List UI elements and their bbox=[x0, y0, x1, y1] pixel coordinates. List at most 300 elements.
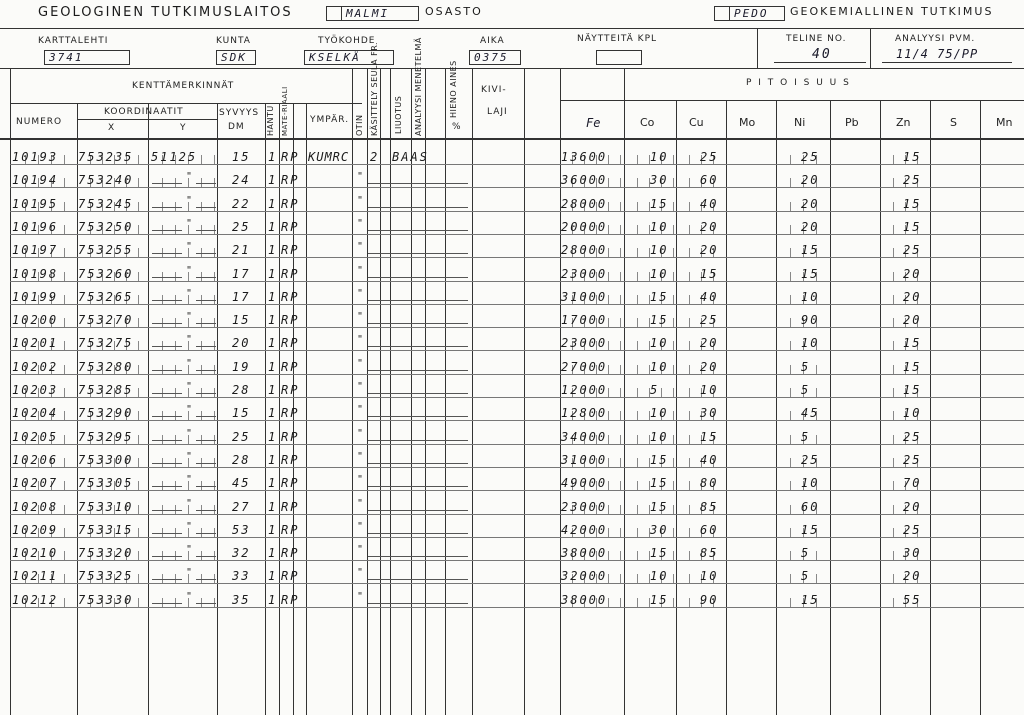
hantu-cell: 1 bbox=[268, 522, 278, 537]
syvyys-cell: 28 bbox=[232, 452, 251, 467]
materiaali-cell: RP bbox=[281, 219, 300, 234]
co-cell: 15 bbox=[650, 196, 669, 211]
grid-column-line bbox=[930, 100, 931, 715]
kenttamerkinnat-label: KENTTÄMERKINNÄT bbox=[132, 81, 235, 91]
cu-cell: 60 bbox=[700, 522, 719, 537]
numero-cell: 10205 bbox=[12, 429, 59, 444]
x-coord-cell: 753290 bbox=[78, 406, 134, 421]
cu-cell: 30 bbox=[700, 406, 719, 421]
hantu-cell: 1 bbox=[268, 476, 278, 491]
hantu-cell: 1 bbox=[268, 219, 278, 234]
syvyys-cell: 15 bbox=[232, 313, 251, 328]
ympar-cell: " bbox=[357, 334, 364, 346]
grid-column-line bbox=[472, 68, 473, 715]
zn-cell: 15 bbox=[903, 196, 922, 211]
cu-cell: 40 bbox=[700, 289, 719, 304]
ni-cell: 15 bbox=[801, 522, 820, 537]
co-cell: 15 bbox=[650, 499, 669, 514]
analyysi-value: 11/4 75/PP bbox=[896, 47, 979, 61]
ni-cell: 15 bbox=[801, 266, 820, 281]
y-coord-cell: " bbox=[186, 450, 193, 462]
materiaali-cell: RP bbox=[281, 383, 300, 397]
fe-cell: 23000 bbox=[561, 266, 608, 281]
cu-cell: 20 bbox=[700, 336, 719, 351]
zn-cell: 55 bbox=[903, 592, 922, 607]
numero-cell: 10199 bbox=[12, 289, 59, 304]
ped-box bbox=[729, 6, 785, 21]
x-coord-cell: 753310 bbox=[78, 499, 134, 514]
grid-column-line bbox=[676, 100, 677, 715]
ympar-cell: " bbox=[357, 474, 364, 486]
hantu-cell: 1 bbox=[268, 196, 278, 211]
analyysi-menetelma-header: ANALYYSI MENETELMÄ bbox=[414, 37, 423, 136]
co-cell: 15 bbox=[650, 289, 669, 304]
fe-cell: 17000 bbox=[561, 313, 608, 328]
cu-cell: 85 bbox=[700, 499, 719, 514]
y-coord-cell: " bbox=[186, 334, 193, 346]
ympar-cell: " bbox=[357, 311, 364, 323]
ympar-header: YMPÄR. bbox=[310, 115, 350, 125]
aika-box bbox=[469, 50, 521, 65]
karttalehti-box bbox=[44, 50, 130, 65]
co-cell: 10 bbox=[650, 243, 669, 258]
institute-title: GEOLOGINEN TUTKIMUSLAITOS bbox=[38, 5, 293, 20]
otin-header: OTIN bbox=[355, 114, 364, 136]
x-coord-cell: 753245 bbox=[78, 196, 134, 211]
grid-column-line bbox=[425, 68, 426, 715]
percent-header: % bbox=[452, 122, 462, 132]
y-coord-cell: 51125 bbox=[151, 150, 198, 164]
zn-cell: 20 bbox=[903, 289, 922, 304]
fe-cell: 23000 bbox=[561, 336, 608, 351]
hantu-cell: 1 bbox=[268, 173, 278, 188]
kasittely-header: KÄSITTELY SEULA FR. bbox=[370, 41, 379, 136]
ni-cell: 20 bbox=[801, 173, 820, 188]
analyysi-label: ANALYYSI PVM. bbox=[895, 34, 976, 44]
syvyys-cell: 15 bbox=[232, 406, 251, 421]
grid-column-line bbox=[390, 68, 391, 715]
syvyys-cell: 15 bbox=[232, 150, 251, 164]
hantu-cell: 1 bbox=[268, 313, 278, 328]
zn-cell: 15 bbox=[903, 336, 922, 351]
hantu-header: HANTU bbox=[266, 105, 275, 136]
y-coord-cell: " bbox=[186, 427, 193, 439]
x-coord-cell: 753270 bbox=[78, 313, 134, 328]
ympar-cell: " bbox=[357, 404, 364, 416]
numero-cell: 10202 bbox=[12, 359, 59, 374]
ympar-cell: " bbox=[357, 357, 364, 369]
co-cell: 15 bbox=[650, 313, 669, 328]
zn-cell: 15 bbox=[903, 219, 922, 234]
dept-suffix: OSASTO bbox=[425, 5, 483, 18]
hantu-cell: 1 bbox=[268, 592, 278, 607]
syvyys-cell: 45 bbox=[232, 476, 251, 491]
numero-cell: 10211 bbox=[12, 569, 59, 584]
materiaali-cell: RP bbox=[281, 452, 300, 467]
fe-cell: 32000 bbox=[561, 569, 608, 584]
hantu-cell: 1 bbox=[268, 266, 278, 281]
numero-cell: 10197 bbox=[12, 243, 59, 258]
ympar-cell: " bbox=[357, 264, 364, 276]
co-cell: 15 bbox=[650, 476, 669, 491]
zn-cell: 25 bbox=[903, 173, 922, 188]
ympar-cell: " bbox=[357, 590, 364, 602]
ni-cell: 5 bbox=[801, 429, 811, 444]
fe-cell: 49000 bbox=[561, 476, 608, 491]
y-coord-cell: " bbox=[186, 217, 193, 229]
zn-cell: 15 bbox=[903, 150, 922, 164]
kasittely-cell: BAAS bbox=[392, 150, 429, 164]
cu-cell: 25 bbox=[700, 313, 719, 328]
hantu-cell: 1 bbox=[268, 406, 278, 421]
fe-cell: 23000 bbox=[561, 499, 608, 514]
ni-cell: 25 bbox=[801, 452, 820, 467]
co-cell: 5 bbox=[650, 383, 660, 397]
tyokohde-value: KSELKÄ bbox=[309, 51, 361, 64]
cu-cell: 40 bbox=[700, 452, 719, 467]
syvyys-cell: 19 bbox=[232, 359, 251, 374]
grid-column-line bbox=[726, 100, 727, 715]
materiaali-cell: RP bbox=[281, 266, 300, 281]
numero-cell: 10195 bbox=[12, 196, 59, 211]
zn-cell: 10 bbox=[903, 406, 922, 421]
cu-cell: 20 bbox=[700, 219, 719, 234]
co-cell: 10 bbox=[650, 359, 669, 374]
ni-cell: 10 bbox=[801, 476, 820, 491]
co-cell: 10 bbox=[650, 569, 669, 584]
numero-cell: 10193 bbox=[12, 150, 59, 164]
y-coord-cell: " bbox=[186, 241, 193, 253]
hantu-cell: 1 bbox=[268, 243, 278, 258]
syvyys-cell: 27 bbox=[232, 499, 251, 514]
hantu-cell: 1 bbox=[268, 336, 278, 351]
x-coord-cell: 753315 bbox=[78, 522, 134, 537]
x-coord-cell: 753265 bbox=[78, 289, 134, 304]
numero-cell: 10206 bbox=[12, 452, 59, 467]
x-coord-cell: 753320 bbox=[78, 546, 134, 561]
grid-column-line bbox=[380, 68, 381, 715]
ni-cell: 5 bbox=[801, 359, 811, 374]
zn-cell: 15 bbox=[903, 359, 922, 374]
hantu-cell: 1 bbox=[268, 359, 278, 374]
co-cell: 10 bbox=[650, 266, 669, 281]
hantu-cell: 1 bbox=[268, 150, 278, 164]
syvyys-cell: 28 bbox=[232, 383, 251, 397]
grid-column-line bbox=[776, 100, 777, 715]
zn-cell: 30 bbox=[903, 546, 922, 561]
grid-column-line bbox=[624, 100, 625, 715]
materiaali-cell: RP bbox=[281, 150, 300, 164]
grid-column-line bbox=[352, 68, 353, 715]
x-coord-cell: 753255 bbox=[78, 243, 134, 258]
ni-cell: 5 bbox=[801, 569, 811, 584]
grid-column-line bbox=[10, 68, 11, 715]
numero-cell: 10203 bbox=[12, 383, 59, 397]
aika-label: AIKA bbox=[480, 36, 505, 46]
mo-header: Mo bbox=[739, 116, 756, 129]
materiaali-cell: RP bbox=[281, 429, 300, 444]
numero-cell: 10209 bbox=[12, 522, 59, 537]
naytteita-label: NÄYTTEITÄ KPL bbox=[577, 34, 658, 44]
pb-header: Pb bbox=[845, 116, 859, 129]
y-coord-cell: " bbox=[186, 194, 193, 206]
ympar-cell: KUMRC bbox=[308, 150, 350, 164]
grid-column-line bbox=[217, 103, 218, 715]
numero-cell: 10204 bbox=[12, 406, 59, 421]
zn-cell: 70 bbox=[903, 476, 922, 491]
x-coord-cell: 753330 bbox=[78, 592, 134, 607]
geochem-title: GEOKEMIALLINEN TUTKIMUS bbox=[790, 5, 994, 18]
materiaali-cell: RP bbox=[281, 592, 300, 607]
cu-cell: 40 bbox=[700, 196, 719, 211]
teline-value: 40 bbox=[812, 47, 832, 62]
otin-cell: 2 bbox=[370, 150, 380, 164]
fe-cell: 38000 bbox=[561, 546, 608, 561]
syvyys-cell: 33 bbox=[232, 569, 251, 584]
co-cell: 10 bbox=[650, 336, 669, 351]
cu-cell: 10 bbox=[700, 383, 719, 397]
kunta-value: SDK bbox=[221, 51, 247, 64]
fe-cell: 34000 bbox=[561, 429, 608, 444]
materiaali-cell: RP bbox=[281, 569, 300, 584]
materiaali-cell: RP bbox=[281, 336, 300, 351]
y-coord-cell: " bbox=[186, 171, 193, 183]
x-coord-cell: 753275 bbox=[78, 336, 134, 351]
materiaali-header: MATE-RIAALI bbox=[281, 86, 289, 136]
cu-cell: 85 bbox=[700, 546, 719, 561]
syvyys-cell: 20 bbox=[232, 336, 251, 351]
numero-cell: 10194 bbox=[12, 173, 59, 188]
syvyys-cell: 25 bbox=[232, 219, 251, 234]
dept-box bbox=[341, 6, 419, 21]
co-cell: 10 bbox=[650, 429, 669, 444]
ni-cell: 90 bbox=[801, 313, 820, 328]
dept-box-value: MALMI bbox=[346, 7, 390, 20]
cu-cell: 20 bbox=[700, 243, 719, 258]
liuotus-header: LIUOTUS bbox=[394, 95, 403, 134]
fe-cell: 13600 bbox=[561, 150, 608, 164]
grid-column-line bbox=[445, 68, 446, 715]
zn-cell: 25 bbox=[903, 243, 922, 258]
zn-cell: 25 bbox=[903, 522, 922, 537]
ympar-cell: " bbox=[357, 194, 364, 206]
co-cell: 10 bbox=[650, 406, 669, 421]
numero-cell: 10212 bbox=[12, 592, 59, 607]
zn-cell: 15 bbox=[903, 383, 922, 397]
cu-cell: 20 bbox=[700, 359, 719, 374]
ympar-cell: " bbox=[357, 241, 364, 253]
karttalehti-value: 3741 bbox=[49, 51, 84, 64]
numero-cell: 10196 bbox=[12, 219, 59, 234]
fe-cell: 12800 bbox=[561, 406, 608, 421]
teline-label: TELINE NO. bbox=[786, 34, 847, 44]
karttalehti-label: KARTTALEHTI bbox=[38, 36, 109, 46]
hieno-aines-header: HIENO AINES bbox=[449, 60, 458, 118]
y-coord-cell: " bbox=[186, 311, 193, 323]
syvyys-header: SYVYYS bbox=[219, 108, 260, 118]
fe-cell: 38000 bbox=[561, 592, 608, 607]
ni-cell: 20 bbox=[801, 219, 820, 234]
grid-column-line bbox=[560, 68, 561, 100]
koordinaatit-header: KOORDINAATIT bbox=[104, 107, 184, 117]
ni-cell: 25 bbox=[801, 150, 820, 164]
ympar-cell: " bbox=[357, 567, 364, 579]
zn-cell: 20 bbox=[903, 499, 922, 514]
syvyys-cell: 53 bbox=[232, 522, 251, 537]
pitoisuus-header: P I T O I S U U S bbox=[746, 78, 851, 88]
ped-checkbox bbox=[714, 6, 730, 21]
naytteita-box bbox=[596, 50, 642, 65]
fe-cell: 31000 bbox=[561, 452, 608, 467]
grid-column-line bbox=[148, 103, 149, 715]
ni-cell: 5 bbox=[801, 383, 811, 397]
materiaali-cell: RP bbox=[281, 289, 300, 304]
materiaali-cell: RP bbox=[281, 196, 300, 211]
y-coord-cell: " bbox=[186, 567, 193, 579]
hantu-cell: 1 bbox=[268, 499, 278, 514]
materiaali-cell: RP bbox=[281, 243, 300, 258]
dm-header: DM bbox=[228, 122, 245, 132]
numero-cell: 10207 bbox=[12, 476, 59, 491]
fe-cell: 12000 bbox=[561, 383, 608, 397]
fe-cell: 28000 bbox=[561, 243, 608, 258]
ympar-cell: " bbox=[357, 520, 364, 532]
fe-cell: 27000 bbox=[561, 359, 608, 374]
ni-cell: 20 bbox=[801, 196, 820, 211]
x-coord-cell: 753240 bbox=[78, 173, 134, 188]
co-cell: 10 bbox=[650, 219, 669, 234]
grid-column-line bbox=[367, 68, 368, 715]
fe-cell: 28000 bbox=[561, 196, 608, 211]
x-coord-cell: 753305 bbox=[78, 476, 134, 491]
y-coord-cell: " bbox=[186, 497, 193, 509]
co-cell: 15 bbox=[650, 592, 669, 607]
y-coord-cell: " bbox=[186, 357, 193, 369]
materiaali-cell: RP bbox=[281, 313, 300, 328]
cu-cell: 60 bbox=[700, 173, 719, 188]
tyokohde-box bbox=[304, 50, 394, 65]
materiaali-cell: RP bbox=[281, 476, 300, 491]
syvyys-cell: 17 bbox=[232, 289, 251, 304]
fe-cell: 36000 bbox=[561, 173, 608, 188]
syvyys-cell: 22 bbox=[232, 196, 251, 211]
s-header: S bbox=[950, 116, 957, 129]
y-coord-cell: " bbox=[186, 264, 193, 276]
y-header: Y bbox=[180, 123, 187, 133]
hantu-cell: 1 bbox=[268, 569, 278, 584]
materiaali-cell: RP bbox=[281, 522, 300, 537]
y-coord-cell: " bbox=[186, 381, 193, 392]
y-coord-cell: " bbox=[186, 590, 193, 602]
materiaali-cell: RP bbox=[281, 359, 300, 374]
ni-cell: 45 bbox=[801, 406, 820, 421]
materiaali-cell: RP bbox=[281, 546, 300, 561]
materiaali-cell: RP bbox=[281, 173, 300, 188]
numero-cell: 10201 bbox=[12, 336, 59, 351]
co-cell: 15 bbox=[650, 546, 669, 561]
syvyys-cell: 24 bbox=[232, 173, 251, 188]
x-coord-cell: 753280 bbox=[78, 359, 134, 374]
cu-header: Cu bbox=[689, 116, 704, 129]
kivi-header: KIVI- bbox=[481, 85, 507, 95]
y-coord-cell: " bbox=[186, 474, 193, 486]
ped-box-value: PEDO bbox=[734, 7, 769, 20]
syvyys-cell: 35 bbox=[232, 592, 251, 607]
y-coord-cell: " bbox=[186, 404, 193, 416]
grid-column-line bbox=[306, 103, 307, 715]
ni-cell: 10 bbox=[801, 289, 820, 304]
cu-cell: 15 bbox=[700, 429, 719, 444]
y-coord-cell: " bbox=[186, 287, 193, 299]
syvyys-cell: 17 bbox=[232, 266, 251, 281]
zn-cell: 20 bbox=[903, 313, 922, 328]
hantu-cell: 1 bbox=[268, 289, 278, 304]
y-coord-cell: " bbox=[186, 544, 193, 556]
zn-cell: 25 bbox=[903, 429, 922, 444]
laji-header: LAJI bbox=[487, 107, 508, 117]
x-coord-cell: 753300 bbox=[78, 452, 134, 467]
grid-column-line bbox=[524, 68, 525, 715]
ympar-cell: " bbox=[357, 171, 364, 183]
hantu-cell: 1 bbox=[268, 383, 278, 397]
aika-value: 0375 bbox=[474, 51, 509, 64]
ni-header: Ni bbox=[794, 116, 806, 129]
mn-header: Mn bbox=[996, 116, 1013, 129]
co-cell: 15 bbox=[650, 452, 669, 467]
grid-column-line bbox=[624, 68, 625, 100]
numero-cell: 10198 bbox=[12, 266, 59, 281]
zn-cell: 25 bbox=[903, 452, 922, 467]
fe-cell: 20000 bbox=[561, 219, 608, 234]
co-header: Co bbox=[640, 116, 655, 129]
cu-cell: 10 bbox=[700, 569, 719, 584]
co-cell: 10 bbox=[650, 150, 669, 164]
kunta-box bbox=[216, 50, 256, 65]
numero-cell: 10200 bbox=[12, 313, 59, 328]
ni-cell: 5 bbox=[801, 546, 811, 561]
ympar-cell: " bbox=[357, 287, 364, 299]
fe-header: Fe bbox=[586, 116, 601, 130]
hantu-cell: 1 bbox=[268, 546, 278, 561]
ympar-cell: " bbox=[357, 450, 364, 462]
kunta-label: KUNTA bbox=[216, 36, 251, 46]
hantu-cell: 1 bbox=[268, 429, 278, 444]
zn-header: Zn bbox=[896, 116, 911, 129]
grid-column-line bbox=[880, 100, 881, 715]
numero-header: NUMERO bbox=[16, 117, 63, 127]
x-coord-cell: 753250 bbox=[78, 219, 134, 234]
grid-column-line bbox=[279, 103, 280, 715]
cu-cell: 90 bbox=[700, 592, 719, 607]
cu-cell: 15 bbox=[700, 266, 719, 281]
materiaali-cell: RP bbox=[281, 406, 300, 421]
cu-cell: 25 bbox=[700, 150, 719, 164]
zn-cell: 20 bbox=[903, 569, 922, 584]
x-coord-cell: 753260 bbox=[78, 266, 134, 281]
materiaali-cell: RP bbox=[281, 499, 300, 514]
fe-cell: 31000 bbox=[561, 289, 608, 304]
ni-cell: 15 bbox=[801, 592, 820, 607]
ympar-cell: " bbox=[357, 217, 364, 229]
ni-cell: 15 bbox=[801, 243, 820, 258]
ympar-cell: " bbox=[357, 497, 364, 509]
co-cell: 30 bbox=[650, 173, 669, 188]
ni-cell: 60 bbox=[801, 499, 820, 514]
grid-column-line bbox=[265, 103, 266, 715]
numero-cell: 10208 bbox=[12, 499, 59, 514]
x-coord-cell: 753295 bbox=[78, 429, 134, 444]
x-header: X bbox=[108, 123, 116, 133]
